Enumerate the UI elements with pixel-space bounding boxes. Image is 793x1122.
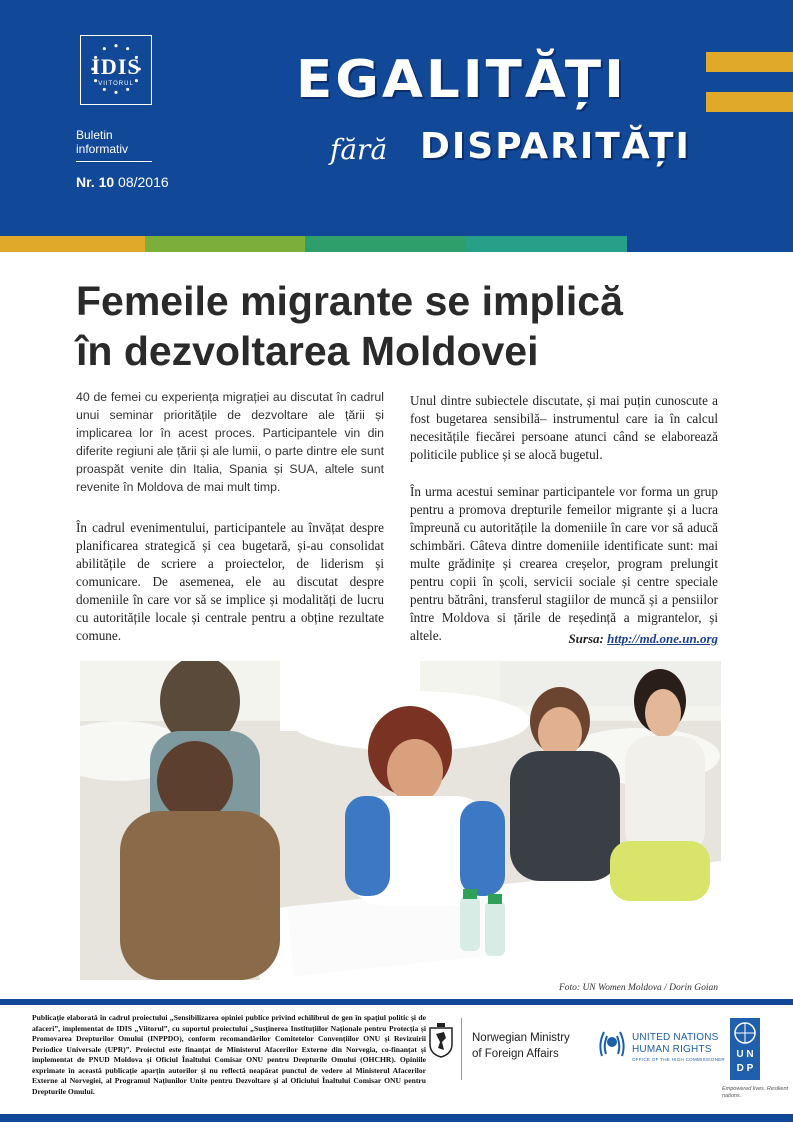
seminar-photo-illustration xyxy=(80,661,721,980)
idis-logo xyxy=(80,35,152,105)
undp-letters xyxy=(730,1048,760,1076)
undp-tagline: Empowered lives. Resilient nations. xyxy=(722,1086,789,1099)
logo-subtitle: VIITORUL xyxy=(98,81,134,87)
ohchr-emblem-icon xyxy=(596,1026,628,1064)
ohchr-line-2: HUMAN RIGHTS xyxy=(632,1044,712,1055)
gold-accent-bar xyxy=(706,52,793,72)
article-paragraph: În urma acestui seminar participantele vor forma un grup pentru a promova drepturile femeilor migrante și a lucra împreună cu autoritățile la domeniile în care vor să aducă schimbări. Câteva dintre domeniile identificate sunt: mai multe grădinițe și crearea creșelor, program prelungit pentru copii în școli, servicii sociale și centre speciale pentru bătrâni, transferul stagiilor de muncă și a pensiilor între Moldova si țările de reședință a migrantelor, și altele. xyxy=(410,484,718,643)
bottom-bar xyxy=(0,1114,793,1122)
norway-coat-of-arms-icon xyxy=(428,1022,454,1058)
color-stripe xyxy=(465,236,627,252)
un-emblem-icon xyxy=(730,1018,760,1048)
color-stripe xyxy=(145,236,305,252)
color-stripe xyxy=(0,236,145,252)
undp-letter: P xyxy=(746,1063,754,1074)
footer-disclaimer: Publicație elaborată în cadrul proiectului „Sensibilizarea opiniei publice privind echilibrul de gen în spațiul politic și de afaceri”, implementat de IDIS „Viitorul”, cu suportul proiectului „Susținerea Instituțiilor Naționale pentru Protecția și Promovarea Drepturilor Omului (INPPDO), conform recomandărilor Comitetelor Convențiilor ONU și Revizuirii Periodice Universale (UPR)”. Proiectul este finanțat de Ministerul Afacerilor Externe din Norvegia, co-finanțat și implementat de PNUD Moldova și Oficiul Înaltului Comisar ONU pentru Drepturile Omului (OHCHR). Opiniile exprimate în această publicație aparțin autorilor și nu reflectă neapărat punctul de vedere al Ministerul Afacerilor Externe al Norvegiei, al Programul Națiunilor Unite pentru Dezvoltare și al Oficiului Înaltului Comisar ONU pentru Drepturile Omului. xyxy=(32,1013,426,1096)
bulletin-label: Buletin informativ xyxy=(76,128,129,156)
source-label: Sursa: xyxy=(568,631,604,646)
ohchr-line-1: UNITED NATIONS xyxy=(632,1032,719,1043)
article-paragraph: În cadrul evenimentului, participantele au învățat despre planificarea strategică și cea bugetară, și-au consolidat abilitățile de scriere a proiectelor, de liderism și comunicare. De asemenea, ele au discutat despre domeniile în care vor să se implice și modalități de lucru cu autoritățile locale și centrale pentru a obține rezultate comune. xyxy=(76,520,384,643)
headline-line-1: Femeile migrante se implică xyxy=(76,278,623,324)
bulletin-divider xyxy=(76,161,152,162)
issue-date: 08/2016 xyxy=(118,174,169,190)
article-headline xyxy=(76,276,726,376)
source-link[interactable]: http://md.one.un.org xyxy=(607,631,718,646)
footer-divider xyxy=(0,999,793,1005)
photo-caption: Foto: UN Women Moldova / Dorin Goian xyxy=(558,983,718,993)
logo-divider xyxy=(461,1018,462,1080)
gold-accent-bar xyxy=(706,92,793,112)
norway-ministry-logo xyxy=(472,1030,570,1062)
masthead xyxy=(0,0,793,236)
color-stripe xyxy=(305,236,465,252)
newsletter-title-connector: fără xyxy=(330,133,388,166)
newsletter-subtitle: DISPARITĂȚI xyxy=(420,126,691,167)
article-source xyxy=(410,631,718,647)
headline-line-2: în dezvoltarea Moldovei xyxy=(76,328,539,374)
issue-info xyxy=(76,174,169,190)
article-paragraph: Unul dintre subiectele discutate, și mai puțin cunoscute a fost bugetarea sensibilă– instrumentul care ia în calcul necesitățile fiecărei persoane atunci când se elaborează politicile publice și se alocă bugetul. xyxy=(410,393,718,462)
norway-line-2: of Foreign Affairs xyxy=(472,1048,559,1060)
norway-line-1: Norwegian Ministry xyxy=(472,1032,570,1044)
undp-letter: U xyxy=(736,1049,744,1060)
newsletter-title: EGALITĂȚI xyxy=(296,50,627,110)
color-stripe xyxy=(627,236,793,252)
article-lead: 40 de femei cu experiența migrației au discutat în cadrul unui seminar prioritățile de dezvoltare ale țării și implicarea lor în acest proces. Participantele vin din diferite regiuni ale țării și ale lumii, o parte dintre ele sunt proaspăt venite din Italia, Spania și SUA, altele sunt revenite în Moldova de mai mult timp. xyxy=(76,390,384,494)
undp-letter: N xyxy=(746,1049,754,1060)
issue-number: Nr. 10 xyxy=(76,174,115,190)
article-photo xyxy=(80,661,721,980)
undp-letter: D xyxy=(736,1063,744,1074)
ohchr-line-3: OFFICE OF THE HIGH COMMISSIONER xyxy=(632,1057,725,1062)
logo-text: IDIS xyxy=(91,54,141,79)
